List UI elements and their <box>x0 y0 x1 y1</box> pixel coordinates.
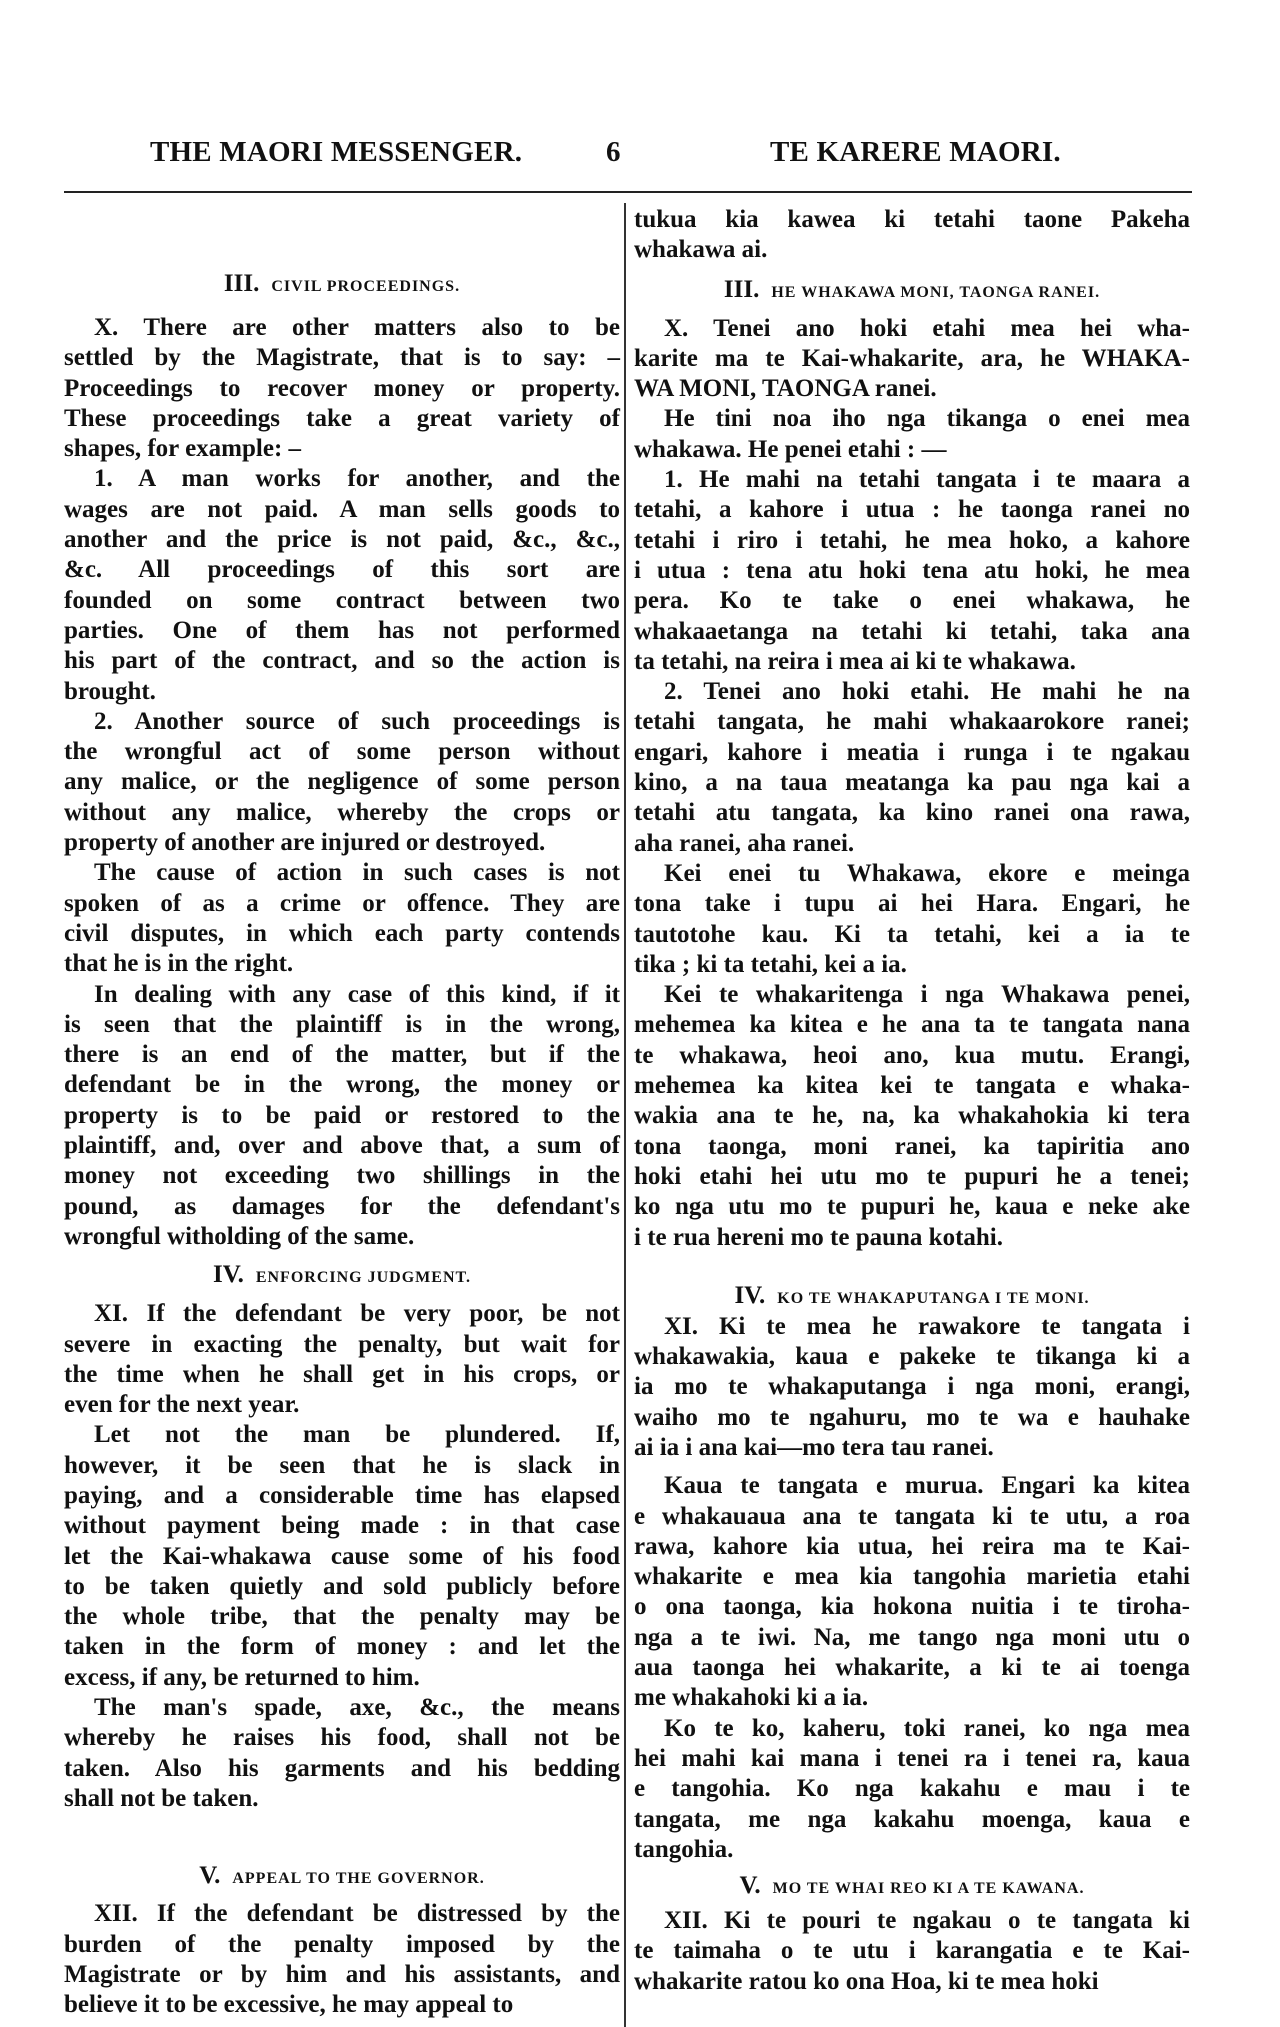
paragraph <box>64 1299 620 1420</box>
paragraph <box>634 677 1190 859</box>
text-line: whereby he raises his food, shall not be <box>64 1724 620 1752</box>
text-line: He tini noa iho nga tikanga o enei mea <box>664 405 1190 433</box>
text-line: 1. A man works for another, and the <box>94 465 620 493</box>
text-line: there is an end of the matter, but if the <box>64 1041 620 1069</box>
paragraph <box>634 1471 1190 1713</box>
paragraph <box>634 404 1190 465</box>
text-line: shall not be taken. <box>64 1784 259 1812</box>
paragraph <box>634 1906 1190 1997</box>
text-line: however, it be seen that he is slack in <box>64 1451 620 1479</box>
text-line: property of another are injured or destroyed. <box>64 829 546 857</box>
text-line: spoken of as a crime or offence. They are <box>64 889 620 917</box>
text-line: whakawa. He penei etahi : — <box>634 435 947 463</box>
paragraph <box>64 313 620 464</box>
text-line: Kei enei tu Whakawa, ekore e meinga <box>664 859 1190 887</box>
text-line: XI. If the defendant be very poor, be not <box>94 1300 620 1328</box>
text-line: money not exceeding two shillings in the <box>64 1162 620 1190</box>
text-line: tetahi atu tangata, ka kino ranei ona rawa, <box>634 799 1190 827</box>
text-line: kino, a na taua meatanga ka pau nga kai a <box>634 769 1190 797</box>
text-line: Kaua te tangata e murua. Engari ka kitea <box>664 1472 1190 1500</box>
text-line: i utua : tena atu hoki tena atu hoki, he mea <box>634 556 1190 584</box>
text-line: mehemea ka kitea e he ana ta te tangata nana <box>634 1011 1190 1039</box>
section-heading <box>64 1260 620 1290</box>
text-line: to be taken quietly and sold publicly before <box>64 1572 620 1600</box>
text-line: without any malice, whereby the crops or <box>64 798 620 826</box>
text-line: plaintiff, and, over and above that, a sum of <box>64 1132 620 1160</box>
text-line: In dealing with any case of this kind, if it <box>94 980 620 1008</box>
text-line: XI. Ki te mea he rawakore te tangata i <box>664 1312 1190 1340</box>
text-line: tona take i tupu ai hei Hara. Engari, he <box>634 890 1190 918</box>
text-line: e tangohia. Ko nga kakahu e mau i te <box>634 1775 1190 1803</box>
text-line: brought. <box>64 677 156 705</box>
text-line: tukua kia kawea ki tetahi taone Pakeha <box>634 206 1190 233</box>
text-line: Let not the man be plundered. If, <box>94 1421 620 1449</box>
section-title: ENFORCING JUDGMENT. <box>255 1269 471 1287</box>
section-heading <box>64 269 620 299</box>
text-line: ia mo te whakaputanga i nga moni, erangi, <box>634 1373 1190 1401</box>
text-line: te whakawa, heoi ano, kua mutu. Erangi, <box>634 1041 1190 1069</box>
text-line: wages are not paid. A man sells goods to <box>64 495 620 523</box>
paragraph <box>64 1693 620 1814</box>
text-line: taken. Also his garments and his bedding <box>64 1754 620 1782</box>
text-line: severe in exacting the penalty, but wait for <box>64 1330 620 1358</box>
paragraph <box>64 1420 620 1693</box>
section-title: APPEAL TO THE GOVERNOR. <box>232 1870 485 1888</box>
text-line: ko nga utu mo te pupuri he, kaua e neke ake <box>634 1193 1190 1221</box>
text-line: civil disputes, in which each party contends <box>64 919 620 947</box>
paragraph <box>64 707 620 858</box>
section-title: HE WHAKAWA MONI, TAONGA RANEI. <box>771 283 1101 301</box>
text-line: &c. All proceedings of this sort are <box>64 556 620 584</box>
paragraph <box>634 205 1190 266</box>
text-line: let the Kai-whakawa cause some of his food <box>64 1542 620 1570</box>
text-line: parties. One of them has not performed <box>64 616 620 644</box>
text-line: 2. Another source of such proceedings is <box>94 707 620 735</box>
maori-column <box>634 200 1190 1997</box>
header-rule <box>64 191 1192 193</box>
text-line: the wrongful act of some person without <box>64 738 620 766</box>
section-heading <box>634 1281 1190 1311</box>
section-numeral: III. <box>223 270 260 297</box>
text-line: te taimaha o te utu i karangatia e te Kai- <box>634 1937 1190 1965</box>
page-number: 6 <box>606 136 621 168</box>
section-numeral: IV. <box>734 1281 766 1309</box>
text-line: his part of the contract, and so the action is <box>64 647 620 675</box>
paragraph <box>634 1714 1190 1865</box>
paragraph <box>634 1312 1190 1463</box>
text-line: mehemea ka kitea kei te tangata e whaka- <box>634 1072 1190 1100</box>
section-heading <box>64 1861 620 1891</box>
section-numeral: IV. <box>213 1261 244 1289</box>
text-line: without payment being made : in that case <box>64 1512 620 1540</box>
text-line: These proceedings take a great variety of <box>64 404 620 432</box>
text-line: even for the next year. <box>64 1391 300 1419</box>
text-line: aha ranei, aha ranei. <box>634 829 855 857</box>
text-line: X. There are other matters also to be <box>94 314 620 341</box>
text-line: X. Tenei ano hoki etahi mea hei wha- <box>664 314 1190 342</box>
text-line: 1. He mahi na tetahi tangata i te maara a <box>664 466 1190 494</box>
section-title: MO TE WHAI REO KI A TE KAWANA. <box>772 1880 1085 1898</box>
text-line: ta tetahi, na reira i mea ai ki te whakawa. <box>634 647 1076 675</box>
text-line: me whakahoki ki a ia. <box>634 1684 869 1712</box>
text-line: i te rua hereni mo te pauna kotahi. <box>634 1223 1003 1251</box>
text-line: 2. Tenei ano hoki etahi. He mahi he na <box>664 678 1190 706</box>
text-line: Ko te ko, kaheru, toki ranei, ko nga mea <box>664 1714 1190 1742</box>
text-line: excess, if any, be returned to him. <box>64 1663 420 1691</box>
text-line: defendant be in the wrong, the money or <box>64 1071 620 1099</box>
text-line: whakawa ai. <box>634 236 768 264</box>
section-title: CIVIL PROCEEDINGS. <box>271 278 461 295</box>
masthead <box>0 136 1280 172</box>
text-line: property is to be paid or restored to the <box>64 1101 620 1129</box>
text-line: The cause of action in such cases is not <box>94 859 620 887</box>
text-line: hoki etahi hei utu mo te pupuri he a tenei; <box>634 1162 1190 1190</box>
paragraph <box>634 465 1190 677</box>
text-line: whakarite e mea kia tangohia marietia etahi <box>634 1563 1190 1591</box>
text-line: nga a te iwi. Na, me tango nga moni utu o <box>634 1623 1190 1651</box>
text-line: paying, and a considerable time has elapsed <box>64 1481 620 1509</box>
text-line: believe it to be excessive, he may appeal to <box>64 1991 514 2019</box>
paragraph <box>634 980 1190 1253</box>
text-line: ai ia i ana kai—mo tera tau ranei. <box>634 1433 994 1461</box>
text-line: e whakauaua ana te tangata ki te utu, a roa <box>634 1502 1190 1530</box>
english-title: THE MAORI MESSENGER. <box>150 136 523 168</box>
text-line: settled by the Magistrate, that is to say: – <box>64 344 620 372</box>
text-line: tona taonga, moni ranei, ka tapiritia ano <box>634 1132 1190 1160</box>
text-line: wrongful witholding of the same. <box>64 1222 415 1250</box>
text-line: tetahi i riro i tetahi, he mea hoko, a kahore <box>634 526 1190 554</box>
text-line: that he is in the right. <box>64 950 294 978</box>
text-line: shapes, for example: – <box>64 435 302 463</box>
text-line: the time when he shall get in his crops, or <box>64 1360 620 1388</box>
paragraph <box>634 859 1190 980</box>
text-line: burden of the penalty imposed by the <box>64 1930 620 1958</box>
section-numeral: III. <box>723 275 760 303</box>
text-line: WA MONI, TAONGA ranei. <box>634 375 937 403</box>
text-line: karite ma te Kai-whakarite, ara, he WHAKA- <box>634 344 1190 372</box>
paragraph <box>64 980 620 1253</box>
text-line: XII. Ki te pouri te ngakau o te tangata ki <box>664 1907 1190 1935</box>
text-line: XII. If the defendant be distressed by the <box>94 1900 620 1928</box>
paragraph <box>64 1899 620 2020</box>
text-line: founded on some contract between two <box>64 586 620 614</box>
text-line: whakawakia, kaua e pakeke te tikanga ki a <box>634 1343 1190 1371</box>
paragraph <box>64 858 620 979</box>
text-line: pera. Ko te take o enei whakawa, he <box>634 587 1190 615</box>
section-numeral: V. <box>739 1872 761 1900</box>
text-line: The man's spade, axe, &c., the means <box>94 1694 620 1722</box>
text-line: is seen that the plaintiff is in the wrong, <box>64 1010 620 1038</box>
text-line: tika ; ki ta tetahi, kei a ia. <box>634 950 907 978</box>
text-line: another and the price is not paid, &c., &c., <box>64 526 620 554</box>
text-line: wakia ana te he, na, ka whakahokia ki tera <box>634 1102 1190 1130</box>
text-line: Proceedings to recover money or property. <box>64 374 620 402</box>
text-line: aua taonga hei whakarite, a ki te ai toenga <box>634 1654 1190 1682</box>
section-heading <box>634 275 1190 305</box>
section-numeral: V. <box>199 1862 221 1890</box>
text-line: tetahi tangata, he mahi whakaarokore ranei; <box>634 708 1190 736</box>
text-line: any malice, or the negligence of some person <box>64 768 620 796</box>
text-line: Kei te whakaritenga i nga Whakawa penei, <box>664 981 1190 1009</box>
text-line: pound, as damages for the defendant's <box>64 1192 620 1220</box>
column-divider <box>624 203 626 2027</box>
text-line: tetahi, a kahore i utua : he taonga ranei no <box>634 496 1190 524</box>
english-column <box>64 200 620 2020</box>
text-line: the whole tribe, that the penalty may be <box>64 1603 620 1631</box>
text-line: hei mahi kai mana i tenei ra i tenei ra, kaua <box>634 1744 1190 1772</box>
text-line: waiho mo te ngahuru, mo te wa e hauhake <box>634 1403 1190 1431</box>
text-line: tangata, me nga kakahu moenga, kaua e <box>634 1805 1190 1833</box>
maori-title: TE KARERE MAORI. <box>770 136 1061 168</box>
text-line: tangohia. <box>634 1835 734 1863</box>
section-heading <box>634 1871 1190 1901</box>
text-line: tautotohe kau. Ki ta tetahi, kei a ia te <box>634 920 1190 948</box>
text-line: rawa, kahore kia utua, hei reira ma te Kai- <box>634 1532 1190 1560</box>
text-line: taken in the form of money : and let the <box>64 1633 620 1661</box>
text-line: o ona taonga, kia hokona nuitia i te tiroha- <box>634 1593 1190 1621</box>
text-line: whakaaetanga na tetahi ki tetahi, taka ana <box>634 617 1190 645</box>
paragraph <box>634 314 1190 405</box>
text-line: Magistrate or by him and his assistants, and <box>64 1960 620 1988</box>
paragraph <box>64 464 620 706</box>
section-title: KO TE WHAKAPUTANGA I TE MONI. <box>777 1289 1090 1307</box>
text-line: engari, kahore i meatia i runga i te ngakau <box>634 738 1190 766</box>
text-line: whakarite ratou ko ona Hoa, ki te mea hoki <box>634 1967 1099 1995</box>
